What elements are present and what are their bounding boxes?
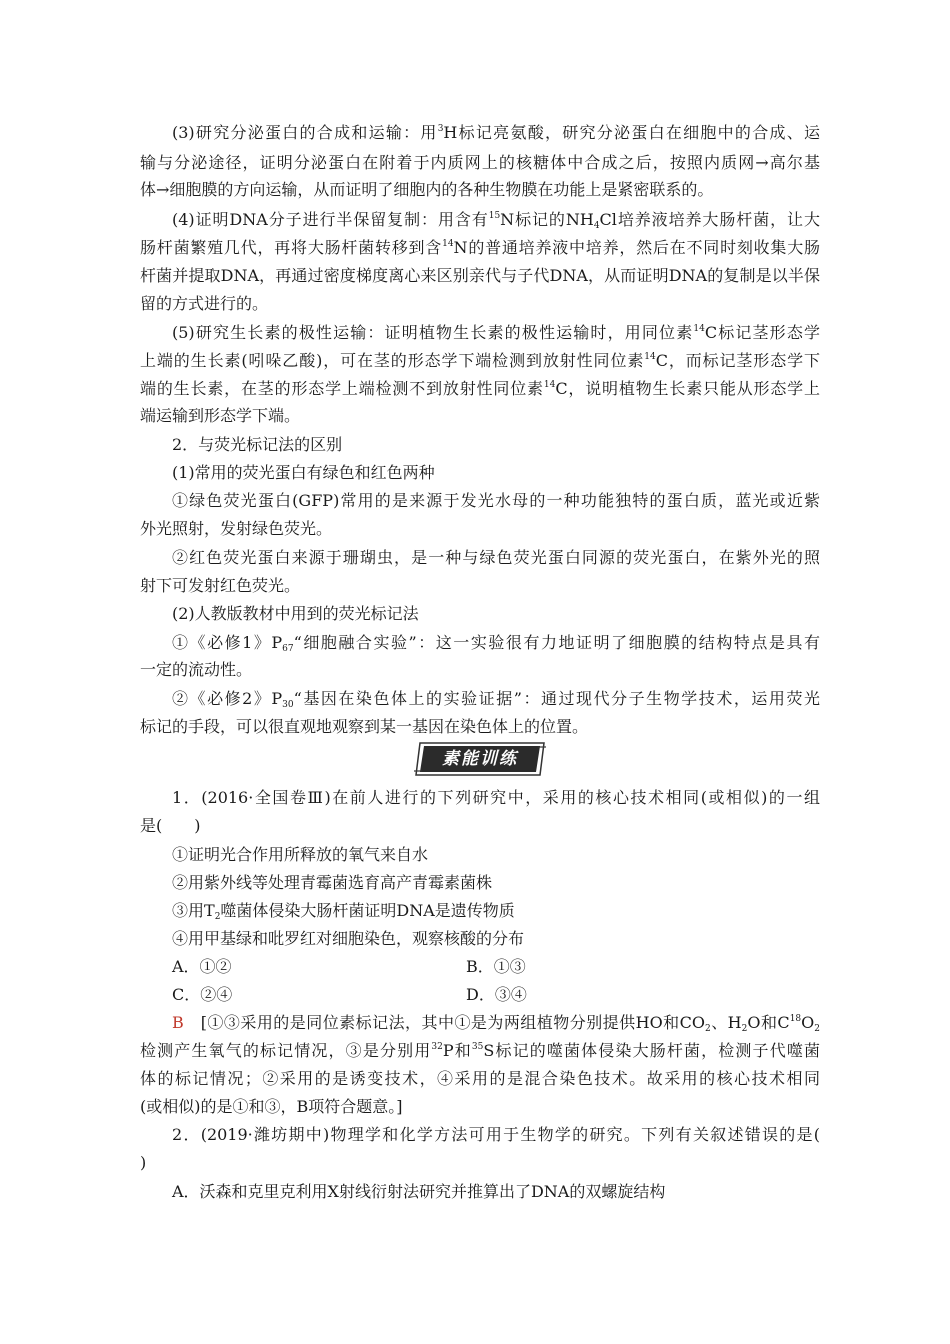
options-row — [0, 956, 950, 978]
question-item: ①证明光合作用所释放的氧气来自水 — [172, 845, 429, 864]
text-line: (5)研究生长素的极性运输：证明植物生长素的极性运输时，用同位素$^{14}$C标记茎形态学 — [172, 323, 820, 342]
option-a: A．沃森和克里克利用X射线衍射法研究并推算出了DNA的双螺旋结构 — [172, 1182, 666, 1201]
explanation-line: (或相似)的是①和③，B项符合题意。] — [140, 1097, 403, 1116]
text-line: 端的生长素，在茎的形态学上端检测不到放射性同位素$^{14}$C，说明植物生长素只能从形态学上 — [140, 379, 820, 398]
text-line: 端运输到形态学下端。 — [140, 406, 301, 425]
explanation-line: 体的标记情况；②采用的是诱变技术，④采用的是混合染色技术。故采用的核心技术相同 — [140, 1069, 820, 1088]
banner-title: 素能训练 — [442, 749, 518, 769]
text-line: 杆菌并提取DNA，再通过密度梯度离心来区别亲代与子代DNA，从而证明DNA的复制是以半保 — [140, 266, 820, 285]
option-d: D．③④ — [466, 985, 527, 1004]
section-banner — [412, 742, 548, 776]
text-line: ①绿色荧光蛋白(GFP)常用的是来源于发光水母的一种功能独特的蛋白质，蓝光或近紫 — [172, 491, 820, 510]
options-row — [0, 984, 950, 1006]
question-stem: ) — [140, 1153, 147, 1172]
question-stem: 是( ) — [140, 816, 201, 835]
subheading: (2)人教版教材中用到的荧光标记法 — [172, 604, 419, 623]
text-line: 上端的生长素(吲哚乙酸)，可在茎的形态学下端检测到放射性同位素$^{14}$C，而标记茎形态学下 — [140, 351, 820, 370]
answer-line: B [①③采用的是同位素标记法，其中①是为两组植物分别提供HO和$CO_2$、$H_2O$和$C^{18}O_2$ — [172, 1013, 820, 1034]
text-line: ①《必修1》$P_{67}“$细胞融合实验”：这一实验很有力地证明了细胞膜的结构特点是具有 — [172, 633, 820, 654]
text-line: 输与分泌途径，证明分泌蛋白在附着于内质网上的核糖体中合成之后，按照内质网→高尔基 — [140, 153, 820, 172]
text-line: 肠杆菌繁殖几代，再将大肠杆菌转移到含$^{14}$N的普通培养液中培养，然后在不同时刻收集大肠 — [140, 238, 820, 257]
text-line: 留的方式进行的。 — [140, 294, 269, 313]
text-line: 一定的流动性。 — [140, 660, 253, 679]
question-stem: 2．(2019·潍坊期中)物理学和化学方法可用于生物学的研究。下列有关叙述错误的是( — [172, 1125, 820, 1144]
explanation-line: 检测产生氧气的标记情况，③是分别用$^{32}$P和$^{35}$S标记的噬菌体侵染大肠杆菌，检测子代噬菌 — [140, 1041, 820, 1060]
option-a: A．①② — [172, 957, 232, 976]
text-line: ②《必修2》$P_{30}“$基因在染色体上的实验证据”：通过现代分子生物学技术，运用荧光 — [172, 689, 820, 710]
answer-letter: B — [172, 1013, 184, 1032]
question-item: ③用$T_2$噬菌体侵染大肠杆菌证明DNA是遗传物质 — [172, 901, 515, 922]
option-b: B．①③ — [466, 957, 526, 976]
question-item: ②用紫外线等处理青霉菌选育高产青霉素菌株 — [172, 873, 493, 892]
text-line: 外光照射，发射绿色荧光。 — [140, 519, 333, 538]
section-heading: 2．与荧光标记法的区别 — [172, 435, 343, 454]
question-stem: 1．(2016·全国卷Ⅲ)在前人进行的下列研究中，采用的核心技术相同(或相似)的一组 — [172, 788, 820, 807]
text-line: 体→细胞膜的方向运输，从而证明了细胞内的各种生物膜在功能上是紧密联系的。 — [140, 180, 714, 199]
text-line: (4)证明DNA分子进行半保留复制：用含有$^{15}$N标记的$NH_4Cl$培养液培养大肠杆菌，让大 — [172, 210, 820, 231]
text-line: (3)研究分泌蛋白的合成和运输：用$^3$H标记亮氨酸，研究分泌蛋白在细胞中的合成、运 — [172, 123, 820, 142]
text-line: ②红色荧光蛋白来源于珊瑚虫，是一种与绿色荧光蛋白同源的荧光蛋白，在紫外光的照 — [172, 548, 820, 567]
text-line: 标记的手段，可以很直观地观察到某一基因在染色体上的位置。 — [140, 717, 589, 736]
option-c: C．②④ — [172, 985, 233, 1004]
question-item: ④用甲基绿和吡罗红对细胞染色，观察核酸的分布 — [172, 929, 525, 948]
subheading: (1)常用的荧光蛋白有绿色和红色两种 — [172, 463, 435, 482]
text-line: 射下可发射红色荧光。 — [140, 576, 301, 595]
